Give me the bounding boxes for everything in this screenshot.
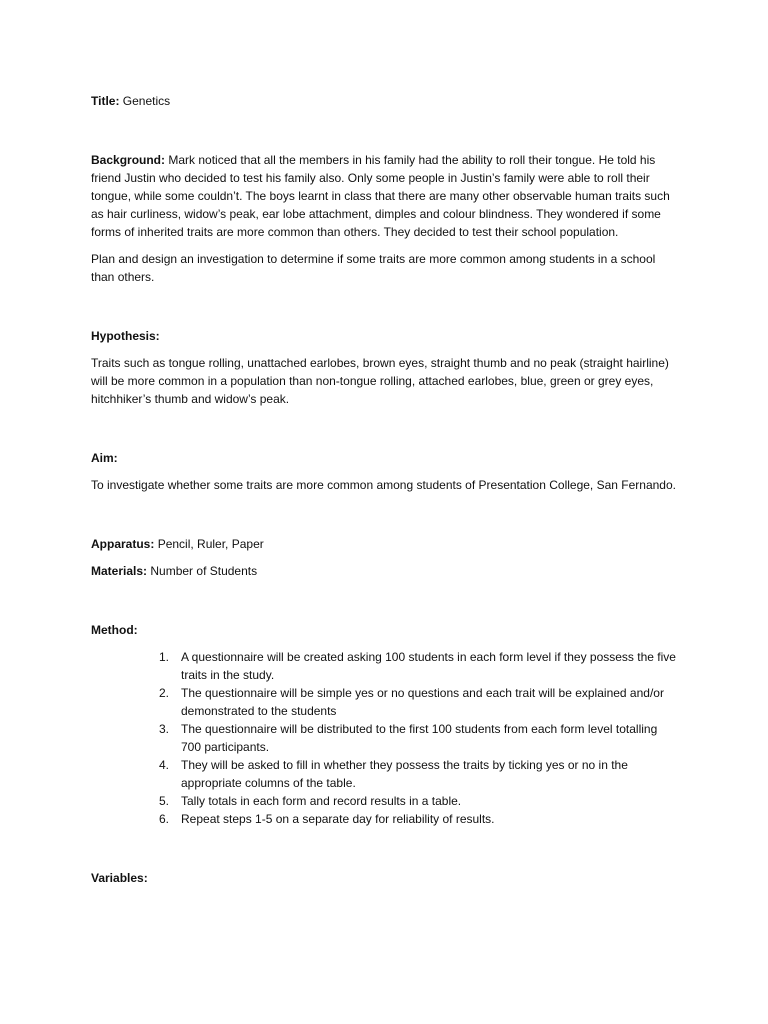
materials-text: Number of Students [150, 564, 258, 578]
background-text: Mark noticed that all the members in his family had the ability to roll their tongue. He told his friend Justin who decided to test his family also. Only some people in Justin’s family were able to roll their tongue, while some couldn’t. The boys learnt in class that there are many other observable human traits such as hair curliness, widow’s peak, ear lobe attachment, dimples and colour blindness. They wondered if some forms of inherited traits are more common than others. They decided to test their school population. [91, 153, 670, 239]
hypothesis-text: Traits such as tongue rolling, unattached earlobes, brown eyes, straight thumb and no peak (straight hairline) will be more common in a population than non-tongue rolling, attached earlobes, blue, green or grey eyes, hitchhiker’s thumb and widow’s peak. [91, 356, 669, 406]
method-step [91, 720, 678, 756]
title-line [91, 92, 678, 110]
aim-text: To investigate whether some traits are more common among students of Presentation College, San Fernando. [91, 478, 676, 492]
method-step-text: Repeat steps 1-5 on a separate day for reliability of results. [181, 812, 495, 826]
plan-paragraph: Plan and design an investigation to determine if some traits are more common among students in a school than others. [91, 252, 656, 284]
method-step [91, 810, 678, 828]
background-label: Background: [91, 153, 166, 167]
materials-line [91, 562, 678, 580]
method-step-number: 5. [159, 794, 170, 808]
method-step-number: 1. [159, 650, 170, 664]
method-step [91, 756, 678, 792]
method-step-number: 6. [159, 812, 170, 826]
method-step-text: The questionnaire will be distributed to the first 100 students from each form level totalling 700 participants. [181, 722, 658, 754]
aim-heading: Aim: [91, 451, 118, 465]
method-step [91, 684, 678, 720]
method-step-text: A questionnaire will be created asking 100 students in each form level if they possess the five traits in the study. [181, 650, 676, 682]
method-step-number: 2. [159, 686, 170, 700]
variables-heading: Variables: [91, 871, 148, 885]
method-step-text: They will be asked to fill in whether they possess the traits by ticking yes or no in the appropriate columns of the table. [181, 758, 628, 790]
method-step [91, 648, 678, 684]
method-step-text: Tally totals in each form and record results in a table. [181, 794, 462, 808]
apparatus-line [91, 535, 678, 553]
hypothesis-heading: Hypothesis: [91, 329, 160, 343]
method-step-number: 4. [159, 758, 170, 772]
method-step-number: 3. [159, 722, 170, 736]
apparatus-text: Pencil, Ruler, Paper [157, 537, 264, 551]
apparatus-label: Apparatus: [91, 537, 155, 551]
materials-label: Materials: [91, 564, 148, 578]
title-label: Title: [91, 94, 120, 108]
background-paragraph [91, 151, 678, 241]
method-list [91, 648, 678, 828]
title-text: Genetics [122, 94, 171, 108]
method-step-text: The questionnaire will be simple yes or no questions and each trait will be explained and/or demonstrated to the students [181, 686, 664, 718]
method-step [91, 792, 678, 810]
method-heading: Method: [91, 623, 138, 637]
